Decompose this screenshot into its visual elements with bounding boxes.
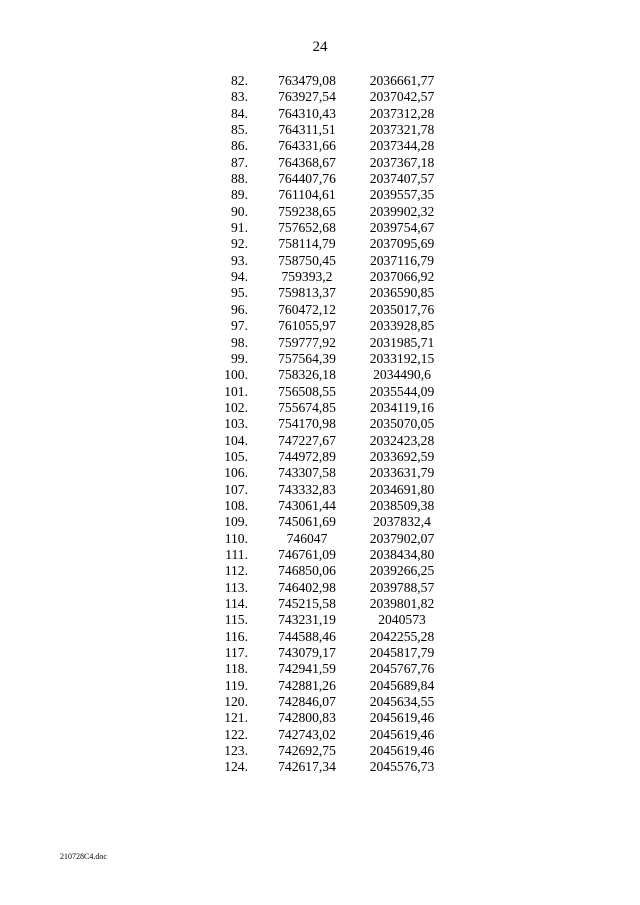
coordinate-y: 2045634,55 bbox=[369, 694, 435, 710]
coordinate-x: 743079,17 bbox=[278, 645, 336, 661]
table-row bbox=[0, 89, 640, 105]
table-row bbox=[0, 318, 640, 334]
table-row bbox=[0, 384, 640, 400]
page-number: 24 bbox=[312, 39, 328, 55]
coordinate-x: 742692,75 bbox=[278, 743, 336, 759]
coordinate-y: 2039801,82 bbox=[369, 596, 435, 611]
table-row bbox=[0, 122, 640, 138]
point-number: 94. bbox=[231, 269, 248, 285]
point-number: 91. bbox=[231, 220, 248, 236]
coordinate-y: 2037321,78 bbox=[369, 122, 435, 138]
table-row bbox=[0, 629, 640, 645]
table-row bbox=[0, 449, 640, 465]
coordinate-x: 743231,19 bbox=[278, 612, 336, 628]
point-number: 115. bbox=[224, 612, 248, 628]
coordinate-x: 757652,68 bbox=[278, 220, 336, 236]
point-number: 111. bbox=[225, 546, 248, 562]
table-row bbox=[0, 302, 640, 318]
table-row bbox=[0, 138, 640, 154]
point-number: 121. bbox=[224, 710, 248, 726]
table-row bbox=[0, 367, 640, 383]
table-row bbox=[0, 433, 640, 449]
point-number: 95. bbox=[231, 285, 248, 301]
coordinate-y: 2037066,92 bbox=[369, 269, 435, 285]
coordinate-y: 2045619,46 bbox=[369, 710, 435, 726]
table-row bbox=[0, 596, 640, 612]
table-row bbox=[0, 253, 640, 269]
table-row bbox=[0, 187, 640, 203]
coordinate-y: 2035070,05 bbox=[369, 416, 435, 432]
point-number: 98. bbox=[231, 334, 248, 350]
coordinate-x: 742743,02 bbox=[278, 726, 336, 742]
coordinate-x: 764310,43 bbox=[278, 105, 336, 121]
point-number: 100. bbox=[224, 367, 248, 383]
coordinate-y: 2037407,57 bbox=[369, 171, 435, 187]
table-row bbox=[0, 498, 640, 514]
table-row bbox=[0, 416, 640, 432]
table-row bbox=[0, 678, 640, 694]
coordinate-x: 747227,67 bbox=[278, 432, 336, 448]
coordinate-y: 2045576,73 bbox=[369, 759, 435, 775]
coordinate-y: 2032423,28 bbox=[369, 432, 435, 448]
point-number: 90. bbox=[231, 203, 248, 219]
coordinate-x: 742881,26 bbox=[278, 677, 336, 693]
table-row bbox=[0, 465, 640, 481]
coordinate-x: 755674,85 bbox=[278, 399, 336, 415]
point-number: 124. bbox=[224, 759, 248, 775]
coordinate-y: 2038434,80 bbox=[369, 546, 435, 562]
coordinate-y: 2037042,57 bbox=[369, 89, 435, 105]
coordinate-x: 742800,83 bbox=[278, 710, 336, 726]
table-row bbox=[0, 171, 640, 187]
coordinate-x: 759238,65 bbox=[278, 203, 336, 219]
table-row bbox=[0, 73, 640, 89]
point-number: 89. bbox=[231, 187, 248, 203]
table-row bbox=[0, 694, 640, 710]
coordinate-x: 746850,06 bbox=[278, 563, 336, 579]
footer-filename: 210728C4.doc bbox=[60, 852, 107, 861]
coordinate-y: 2034119,16 bbox=[369, 399, 435, 415]
table-row bbox=[0, 580, 640, 596]
coordinate-y: 2042255,28 bbox=[369, 628, 435, 644]
coordinate-x: 757564,39 bbox=[278, 350, 336, 366]
coordinate-y: 2036661,77 bbox=[369, 73, 435, 88]
coordinate-x: 763479,08 bbox=[278, 73, 336, 88]
table-row bbox=[0, 204, 640, 220]
coordinate-y: 2039788,57 bbox=[369, 579, 435, 595]
point-number: 117. bbox=[224, 645, 248, 661]
table-row bbox=[0, 514, 640, 530]
coordinate-y: 2039902,32 bbox=[369, 203, 435, 219]
coordinate-y: 2037095,69 bbox=[369, 236, 435, 252]
coordinate-x: 745061,69 bbox=[278, 514, 336, 530]
coordinate-y: 2033692,59 bbox=[369, 448, 435, 464]
coordinate-x: 746761,09 bbox=[278, 546, 336, 562]
table-row bbox=[0, 106, 640, 122]
table-row bbox=[0, 335, 640, 351]
coordinate-x: 745215,58 bbox=[278, 596, 336, 611]
coordinate-y: 2038509,38 bbox=[369, 497, 435, 513]
table-row bbox=[0, 612, 640, 628]
point-number: 123. bbox=[224, 743, 248, 759]
coordinate-y: 2037312,28 bbox=[369, 105, 435, 121]
point-number: 93. bbox=[231, 252, 248, 268]
coordinate-x: 758326,18 bbox=[278, 367, 336, 383]
table-row bbox=[0, 236, 640, 252]
table-row bbox=[0, 531, 640, 547]
coordinate-x: 759393,2 bbox=[281, 269, 333, 285]
point-number: 119. bbox=[224, 677, 248, 693]
coordinate-x: 764407,76 bbox=[278, 171, 336, 187]
coordinate-y: 2045817,79 bbox=[369, 645, 435, 661]
coordinate-x: 754170,98 bbox=[278, 416, 336, 432]
point-number: 116. bbox=[224, 628, 248, 644]
coordinate-y: 2033928,85 bbox=[369, 318, 435, 334]
coordinate-x: 744588,46 bbox=[278, 628, 336, 644]
table-row bbox=[0, 710, 640, 726]
point-number: 85. bbox=[231, 122, 248, 138]
coordinate-y: 2031985,71 bbox=[369, 334, 435, 350]
coordinate-x: 743061,44 bbox=[278, 497, 336, 513]
coordinate-y: 2045689,84 bbox=[369, 677, 435, 693]
point-number: 118. bbox=[224, 661, 248, 677]
point-number: 88. bbox=[231, 171, 248, 187]
coordinate-x: 746047 bbox=[286, 530, 328, 546]
coordinate-x: 759813,37 bbox=[278, 285, 336, 301]
point-number: 109. bbox=[224, 514, 248, 530]
coordinate-y: 2034691,80 bbox=[369, 481, 435, 497]
coordinate-table bbox=[0, 73, 640, 776]
coordinate-y: 2040573 bbox=[378, 612, 426, 628]
point-number: 99. bbox=[231, 350, 248, 366]
point-number: 103. bbox=[224, 416, 248, 432]
point-number: 113. bbox=[224, 579, 248, 595]
point-number: 107. bbox=[224, 481, 248, 497]
point-number: 82. bbox=[231, 73, 248, 88]
coordinate-x: 761104,61 bbox=[278, 187, 336, 203]
point-number: 120. bbox=[224, 694, 248, 710]
point-number: 108. bbox=[224, 497, 248, 513]
table-row bbox=[0, 759, 640, 775]
table-row bbox=[0, 155, 640, 171]
point-number: 86. bbox=[231, 138, 248, 154]
coordinate-y: 2045619,46 bbox=[369, 726, 435, 742]
coordinate-y: 2039266,25 bbox=[369, 563, 435, 579]
point-number: 104. bbox=[224, 432, 248, 448]
coordinate-x: 760472,12 bbox=[278, 301, 336, 317]
coordinate-x: 742846,07 bbox=[278, 694, 336, 710]
coordinate-y: 2035544,09 bbox=[369, 383, 435, 399]
point-number: 83. bbox=[231, 89, 248, 105]
coordinate-y: 2037832,4 bbox=[373, 514, 431, 530]
point-number: 101. bbox=[224, 383, 248, 399]
coordinate-x: 758114,79 bbox=[278, 236, 336, 252]
table-row bbox=[0, 285, 640, 301]
table-row bbox=[0, 351, 640, 367]
coordinate-y: 2039557,35 bbox=[369, 187, 435, 203]
point-number: 97. bbox=[231, 318, 248, 334]
coordinate-y: 2045767,76 bbox=[369, 661, 435, 677]
point-number: 114. bbox=[224, 596, 248, 611]
table-row bbox=[0, 269, 640, 285]
coordinate-x: 742941,59 bbox=[278, 661, 336, 677]
coordinate-x: 756508,55 bbox=[278, 383, 336, 399]
coordinate-x: 763927,54 bbox=[278, 89, 336, 105]
table-row bbox=[0, 563, 640, 579]
table-row bbox=[0, 645, 640, 661]
coordinate-y: 2033631,79 bbox=[369, 465, 435, 481]
table-row bbox=[0, 743, 640, 759]
coordinate-x: 759777,92 bbox=[278, 334, 336, 350]
coordinate-x: 764331,66 bbox=[278, 138, 336, 154]
point-number: 92. bbox=[231, 236, 248, 252]
coordinate-x: 764368,67 bbox=[278, 154, 336, 170]
coordinate-x: 744972,89 bbox=[278, 448, 336, 464]
coordinate-y: 2045619,46 bbox=[369, 743, 435, 759]
point-number: 105. bbox=[224, 448, 248, 464]
point-number: 87. bbox=[231, 154, 248, 170]
point-number: 102. bbox=[224, 399, 248, 415]
coordinate-x: 764311,51 bbox=[278, 122, 336, 138]
coordinate-x: 758750,45 bbox=[278, 252, 336, 268]
coordinate-y: 2037902,07 bbox=[369, 530, 435, 546]
table-row bbox=[0, 482, 640, 498]
coordinate-x: 742617,34 bbox=[278, 759, 336, 775]
point-number: 110. bbox=[224, 530, 248, 546]
coordinate-x: 743307,58 bbox=[278, 465, 336, 481]
table-row bbox=[0, 400, 640, 416]
coordinate-y: 2036590,85 bbox=[369, 285, 435, 301]
table-row bbox=[0, 547, 640, 563]
point-number: 122. bbox=[224, 726, 248, 742]
point-number: 84. bbox=[231, 105, 248, 121]
table-row bbox=[0, 661, 640, 677]
coordinate-y: 2037367,18 bbox=[369, 154, 435, 170]
coordinate-x: 761055,97 bbox=[278, 318, 336, 334]
point-number: 96. bbox=[231, 301, 248, 317]
coordinate-y: 2037116,79 bbox=[369, 252, 435, 268]
coordinate-y: 2034490,6 bbox=[373, 367, 431, 383]
point-number: 106. bbox=[224, 465, 248, 481]
point-number: 112. bbox=[224, 563, 248, 579]
coordinate-x: 743332,83 bbox=[278, 481, 336, 497]
coordinate-y: 2039754,67 bbox=[369, 220, 435, 236]
coordinate-y: 2037344,28 bbox=[369, 138, 435, 154]
coordinate-y: 2033192,15 bbox=[369, 350, 435, 366]
table-row bbox=[0, 220, 640, 236]
table-row bbox=[0, 727, 640, 743]
coordinate-y: 2035017,76 bbox=[369, 301, 435, 317]
coordinate-x: 746402,98 bbox=[278, 579, 336, 595]
